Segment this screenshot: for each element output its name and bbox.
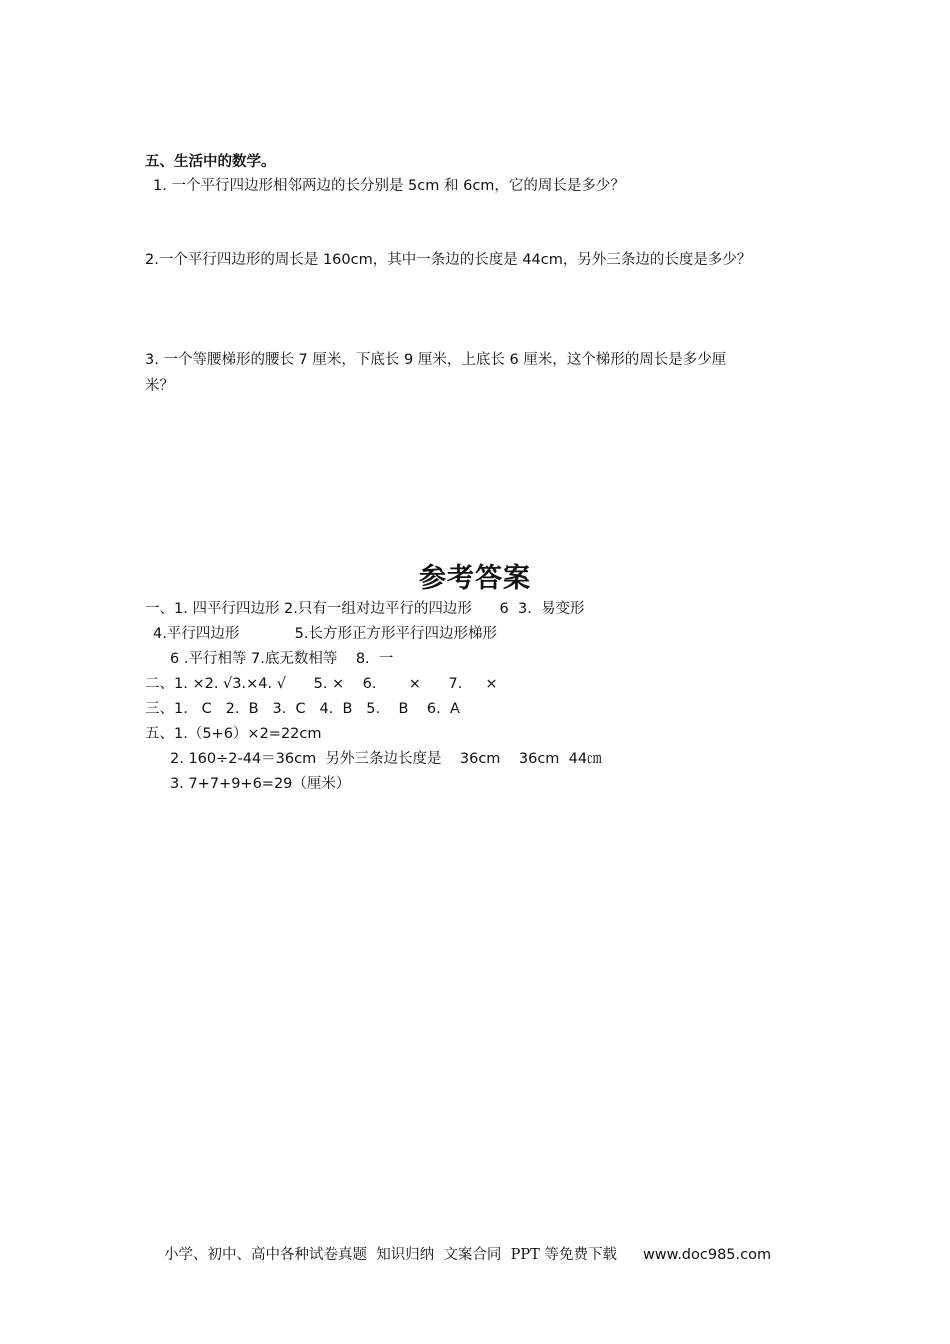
question-3-line-1: 3. 一个等腰梯形的腰长 7 厘米，下底长 9 厘米，上底长 6 厘米，这个梯形的周长是多少厘 [145,352,727,368]
answer-key-title: 参考答案 [419,563,531,594]
answer-line-4: 二、1. ×2. √3.×4. √ 5. × 6. × 7. × [145,676,498,692]
footer-text: 小学、初中、高中各种试卷真题 知识归纳 文案合同 PPT 等免费下载 [164,1247,617,1263]
answer-line-5: 三、1. C 2. B 3. C 4. B 5. B 6. A [145,701,460,717]
question-2: 2.一个平行四边形的周长是 160cm，其中一条边的长度是 44cm，另外三条边的长度是多少？ [145,252,752,268]
answer-line-1: 一、1. 四平行四边形 2.只有一组对边平行的四边形 6 3. 易变形 [145,601,585,617]
answer-line-7: 2. 160÷2-44＝36cm 另外三条边长度是 36cm 36cm 44㎝ [170,751,602,767]
answer-line-8: 3. 7+7+9+6=29（厘米） [170,776,351,792]
answer-line-6: 五、1.（5+6）×2=22cm [145,726,322,742]
section-5-heading: 五、生活中的数学。 [145,154,276,170]
answer-line-2: 4.平行四边形 5.长方形正方形平行四边形梯形 [153,626,497,642]
footer [164,1246,771,1264]
question-1: 1. 一个平行四边形相邻两边的长分别是 5cm 和 6cm，它的周长是多少？ [153,178,625,194]
answer-line-3: 6 .平行相等 7.底无数相等 8. 一 [170,651,394,667]
footer-url[interactable]: www.doc985.com [642,1247,772,1263]
question-3-line-2: 米？ [145,378,174,394]
